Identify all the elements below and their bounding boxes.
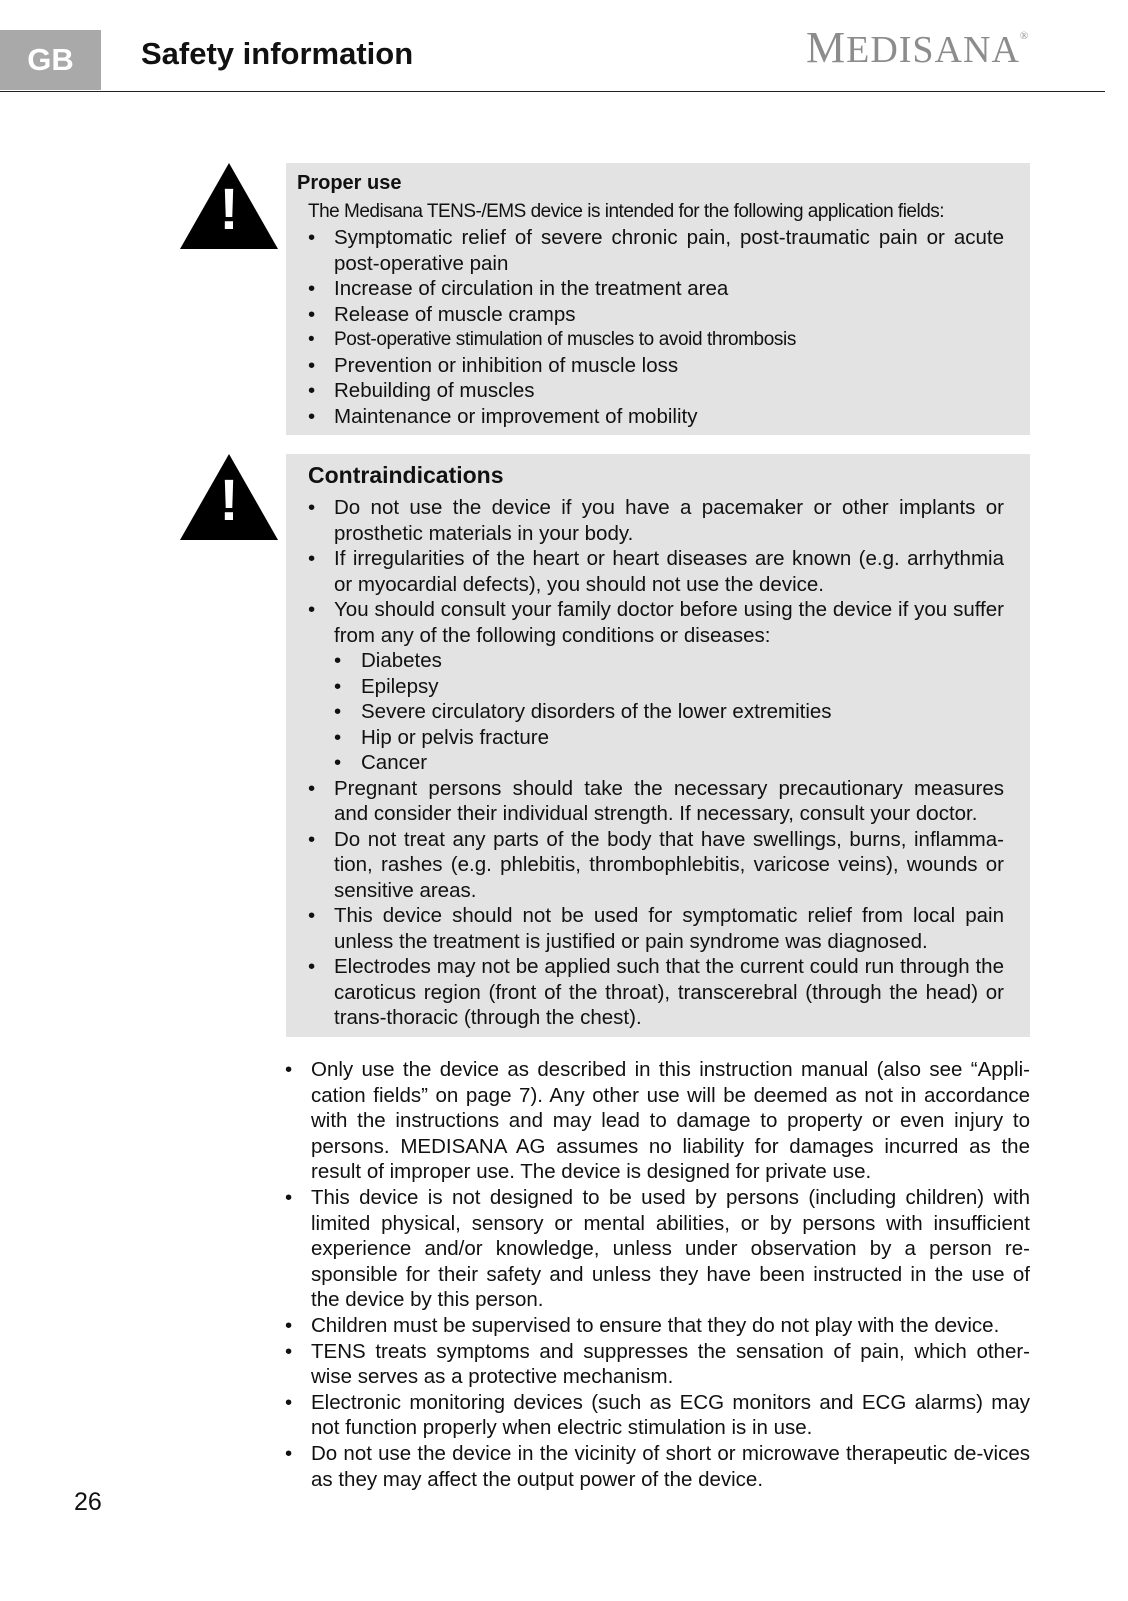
list-item bbox=[308, 597, 1004, 776]
condition-item: • Severe circulatory disorders of the lower extremities bbox=[334, 699, 1004, 725]
condition-item: • Hip or pelvis fracture bbox=[334, 725, 1004, 751]
list-item: • Electronic monitoring devices (such as ECG monitors and ECG alarms) may not function properly when electric stimulation is in use. bbox=[285, 1390, 1030, 1441]
list-item: • Electrodes may not be applied such that the current could run through the caroticus region (front of the throat), transcerebral (through the head) or trans-thoracic (through the chest). bbox=[308, 954, 1004, 1031]
list-item: • TENS treats symptoms and suppresses the sensation of pain, which other-wise serves as a protective mechanism. bbox=[285, 1339, 1030, 1390]
contraindications-list bbox=[308, 495, 1004, 1031]
list-item: • Prevention or inhibition of muscle loss bbox=[308, 353, 1004, 379]
conditions-list bbox=[334, 648, 1004, 776]
proper-use-intro: The Medisana TENS-/EMS device is intended for the following application fields: bbox=[308, 201, 945, 222]
general-safety-list bbox=[285, 1057, 1030, 1492]
proper-use-box bbox=[286, 163, 1030, 435]
header-divider bbox=[0, 91, 1105, 92]
warning-exclamation: ! bbox=[219, 177, 239, 242]
warning-triangle-icon bbox=[180, 454, 278, 540]
list-item: • Symptomatic relief of severe chronic pain, post-traumatic pain or acute post-operative pain bbox=[308, 225, 1004, 276]
list-item: • Do not treat any parts of the body that have swellings, burns, inflamma-tion, rashes (e.g. phlebitis, thrombophlebitis, varicose veins), wounds or sensitive areas. bbox=[308, 827, 1004, 904]
warning-exclamation: ! bbox=[219, 468, 239, 533]
list-item: • Do not use the device in the vicinity of short or microwave therapeutic de-vices as they may affect the output power of the device. bbox=[285, 1441, 1030, 1492]
brand-logo bbox=[806, 22, 1029, 73]
brand-logo-rest: EDISANA bbox=[846, 29, 1020, 71]
list-item-text: You should consult your family doctor before using the device if you suffer from any of the following conditions or diseases: bbox=[334, 598, 1004, 647]
language-tab: GB bbox=[0, 30, 101, 90]
list-item: • Pregnant persons should take the necessary precautionary measures and consider their individual strength. If necessary, consult your doctor. bbox=[308, 776, 1004, 827]
condition-item: • Epilepsy bbox=[334, 674, 1004, 700]
condition-item: • Diabetes bbox=[334, 648, 1004, 674]
proper-use-heading: Proper use bbox=[297, 172, 402, 194]
registered-mark: ® bbox=[1019, 30, 1030, 42]
list-item: • This device should not be used for symptomatic relief from local pain unless the treatment is justified or pain syndrome was diagnosed. bbox=[308, 903, 1004, 954]
list-item: • Children must be supervised to ensure that they do not play with the device. bbox=[285, 1313, 1030, 1339]
list-item: • Release of muscle cramps bbox=[308, 302, 1004, 328]
contraindications-heading: Contraindications bbox=[308, 462, 504, 488]
list-item: • Post-operative stimulation of muscles to avoid thrombosis bbox=[308, 327, 1004, 353]
list-item: • Rebuilding of muscles bbox=[308, 378, 1004, 404]
list-item: • This device is not designed to be used by persons (including children) with limited physical, sensory or mental abilities, or by persons with insufficient experience and/or knowledge, unless under observation by a person re-sponsible for their safety and unless they have been instructed in the use of the device by this person. bbox=[285, 1185, 1030, 1313]
list-item: • Do not use the device if you have a pacemaker or other implants or prosthetic materials in your body. bbox=[308, 495, 1004, 546]
list-item: • Maintenance or improvement of mobility bbox=[308, 404, 1004, 430]
page-number: 26 bbox=[74, 1488, 102, 1516]
list-item: • Increase of circulation in the treatment area bbox=[308, 276, 1004, 302]
list-item: • Only use the device as described in this instruction manual (also see “Appli-cation fields” on page 7). Any other use will be deemed as not in accordance with the instructions and may lead to damage to property or even injury to persons. MEDISANA AG assumes no liability for damages incurred as the result of improper use. The device is designed for private use. bbox=[285, 1057, 1030, 1185]
warning-triangle-icon bbox=[180, 163, 278, 249]
contraindications-box bbox=[286, 454, 1030, 1037]
condition-item: • Cancer bbox=[334, 750, 1004, 776]
list-item: • If irregularities of the heart or heart diseases are known (e.g. arrhythmia or myocardial defects), you should not use the device. bbox=[308, 546, 1004, 597]
proper-use-list bbox=[308, 225, 1004, 429]
brand-logo-initial: M bbox=[806, 23, 847, 72]
page-title: Safety information bbox=[141, 36, 414, 71]
